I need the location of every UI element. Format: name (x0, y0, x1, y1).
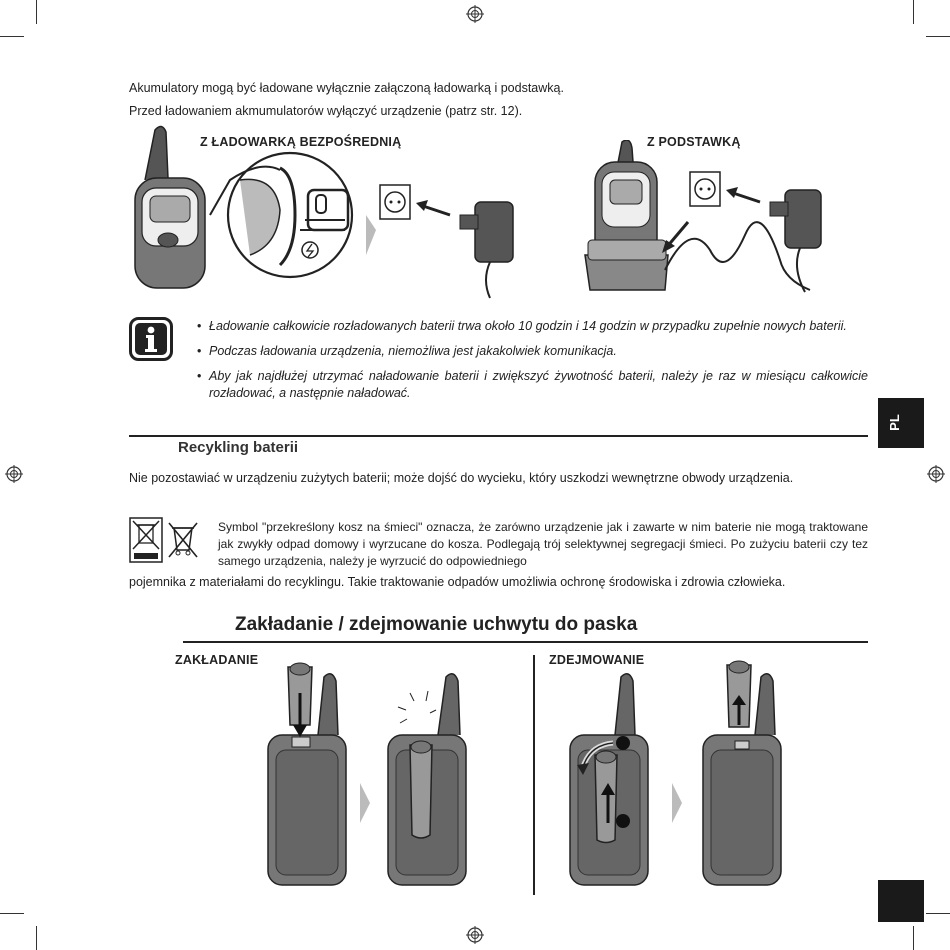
crop-mark (0, 36, 24, 37)
registration-mark-icon (466, 926, 484, 944)
crop-mark (913, 0, 914, 24)
section-divider (129, 435, 868, 437)
attach-label: ZAKŁADANIE (175, 653, 259, 667)
remove-clip-illustration (565, 655, 795, 895)
belt-clip-heading: Zakładanie / zdejmowanie uchwytu do paska (235, 614, 638, 635)
info-notes (197, 318, 868, 402)
intro-line-2: Przed ładowaniem akmumulatorów wyłączyć urządzenie (patrz str. 12). (129, 104, 523, 118)
recycling-paragraph-2a: Symbol "przekreślony kosz na śmieci" oznacza, że zarówno urządzenie jak i zawarte w nim baterie nie mogą traktowane jak zwykły odpad domowy i wyrzucane do kosza. Podlegają trój selektywnej segregacji śmieci. Po zużyciu baterii czy tez samego urządzenia, należy je wyrzucić do odpowiedniego (218, 520, 868, 568)
crop-mark (926, 36, 950, 37)
info-bullet-text: Podczas ładowania urządzenia, niemożliwa jest jakakolwiek komunikacja. (209, 344, 617, 358)
crossed-bin-battery-icon (129, 517, 163, 563)
section-divider (183, 641, 868, 643)
recycling-paragraph-2b: pojemnika z materiałami do recyklingu. Takie traktowanie odpadów umożliwia ochronę środowiska i zdrowia człowieka. (129, 575, 786, 589)
base-charging-illustration (580, 140, 840, 300)
page-number-box (878, 880, 924, 922)
info-bullet (197, 343, 868, 360)
attach-clip-illustration (260, 655, 530, 895)
crop-mark (36, 0, 37, 24)
language-tab-label: PL (886, 414, 902, 431)
intro-line-1: Akumulatory mogą być ładowane wyłącznie załączoną ładowarką i podstawką. (129, 81, 564, 95)
crop-mark (0, 913, 24, 914)
registration-mark-icon (5, 465, 23, 483)
bullet-icon: • (197, 369, 202, 383)
base-charger-label: Z PODSTAWKĄ (647, 135, 741, 149)
registration-mark-icon (927, 465, 945, 483)
registration-mark-icon (466, 5, 484, 23)
remove-label: ZDEJMOWANIE (549, 653, 645, 667)
crop-mark (913, 926, 914, 950)
crop-mark (926, 913, 950, 914)
recycling-paragraph-1: Nie pozostawiać w urządzeniu zużytych baterii; może dojść do wycieku, który uszkodzi wewnętrzne obwody urządzenia. (129, 471, 794, 485)
info-bullet-text: Aby jak najdłużej utrzymać naładowanie baterii i zwiększyć żywotność baterii, należy je raz w miesiącu całkowicie rozładować, a następnie naładować. (209, 369, 868, 400)
info-bullet (197, 368, 868, 402)
direct-charger-label: Z ŁADOWARKĄ BEZPOŚREDNIĄ (200, 135, 402, 149)
info-icon (129, 317, 173, 361)
crop-mark (36, 926, 37, 950)
bullet-icon: • (197, 344, 202, 358)
vertical-divider (533, 655, 535, 895)
crossed-bin-icon (166, 520, 200, 560)
direct-charging-illustration (130, 120, 530, 305)
info-bullet (197, 318, 868, 335)
language-tab (878, 398, 924, 448)
bullet-icon: • (197, 319, 202, 333)
recycling-heading: Recykling baterii (178, 439, 299, 456)
info-bullet-text: Ładowanie całkowicie rozładowanych baterii trwa około 10 godzin i 14 godzin w przypadku zupełnie nowych baterii. (209, 319, 847, 333)
